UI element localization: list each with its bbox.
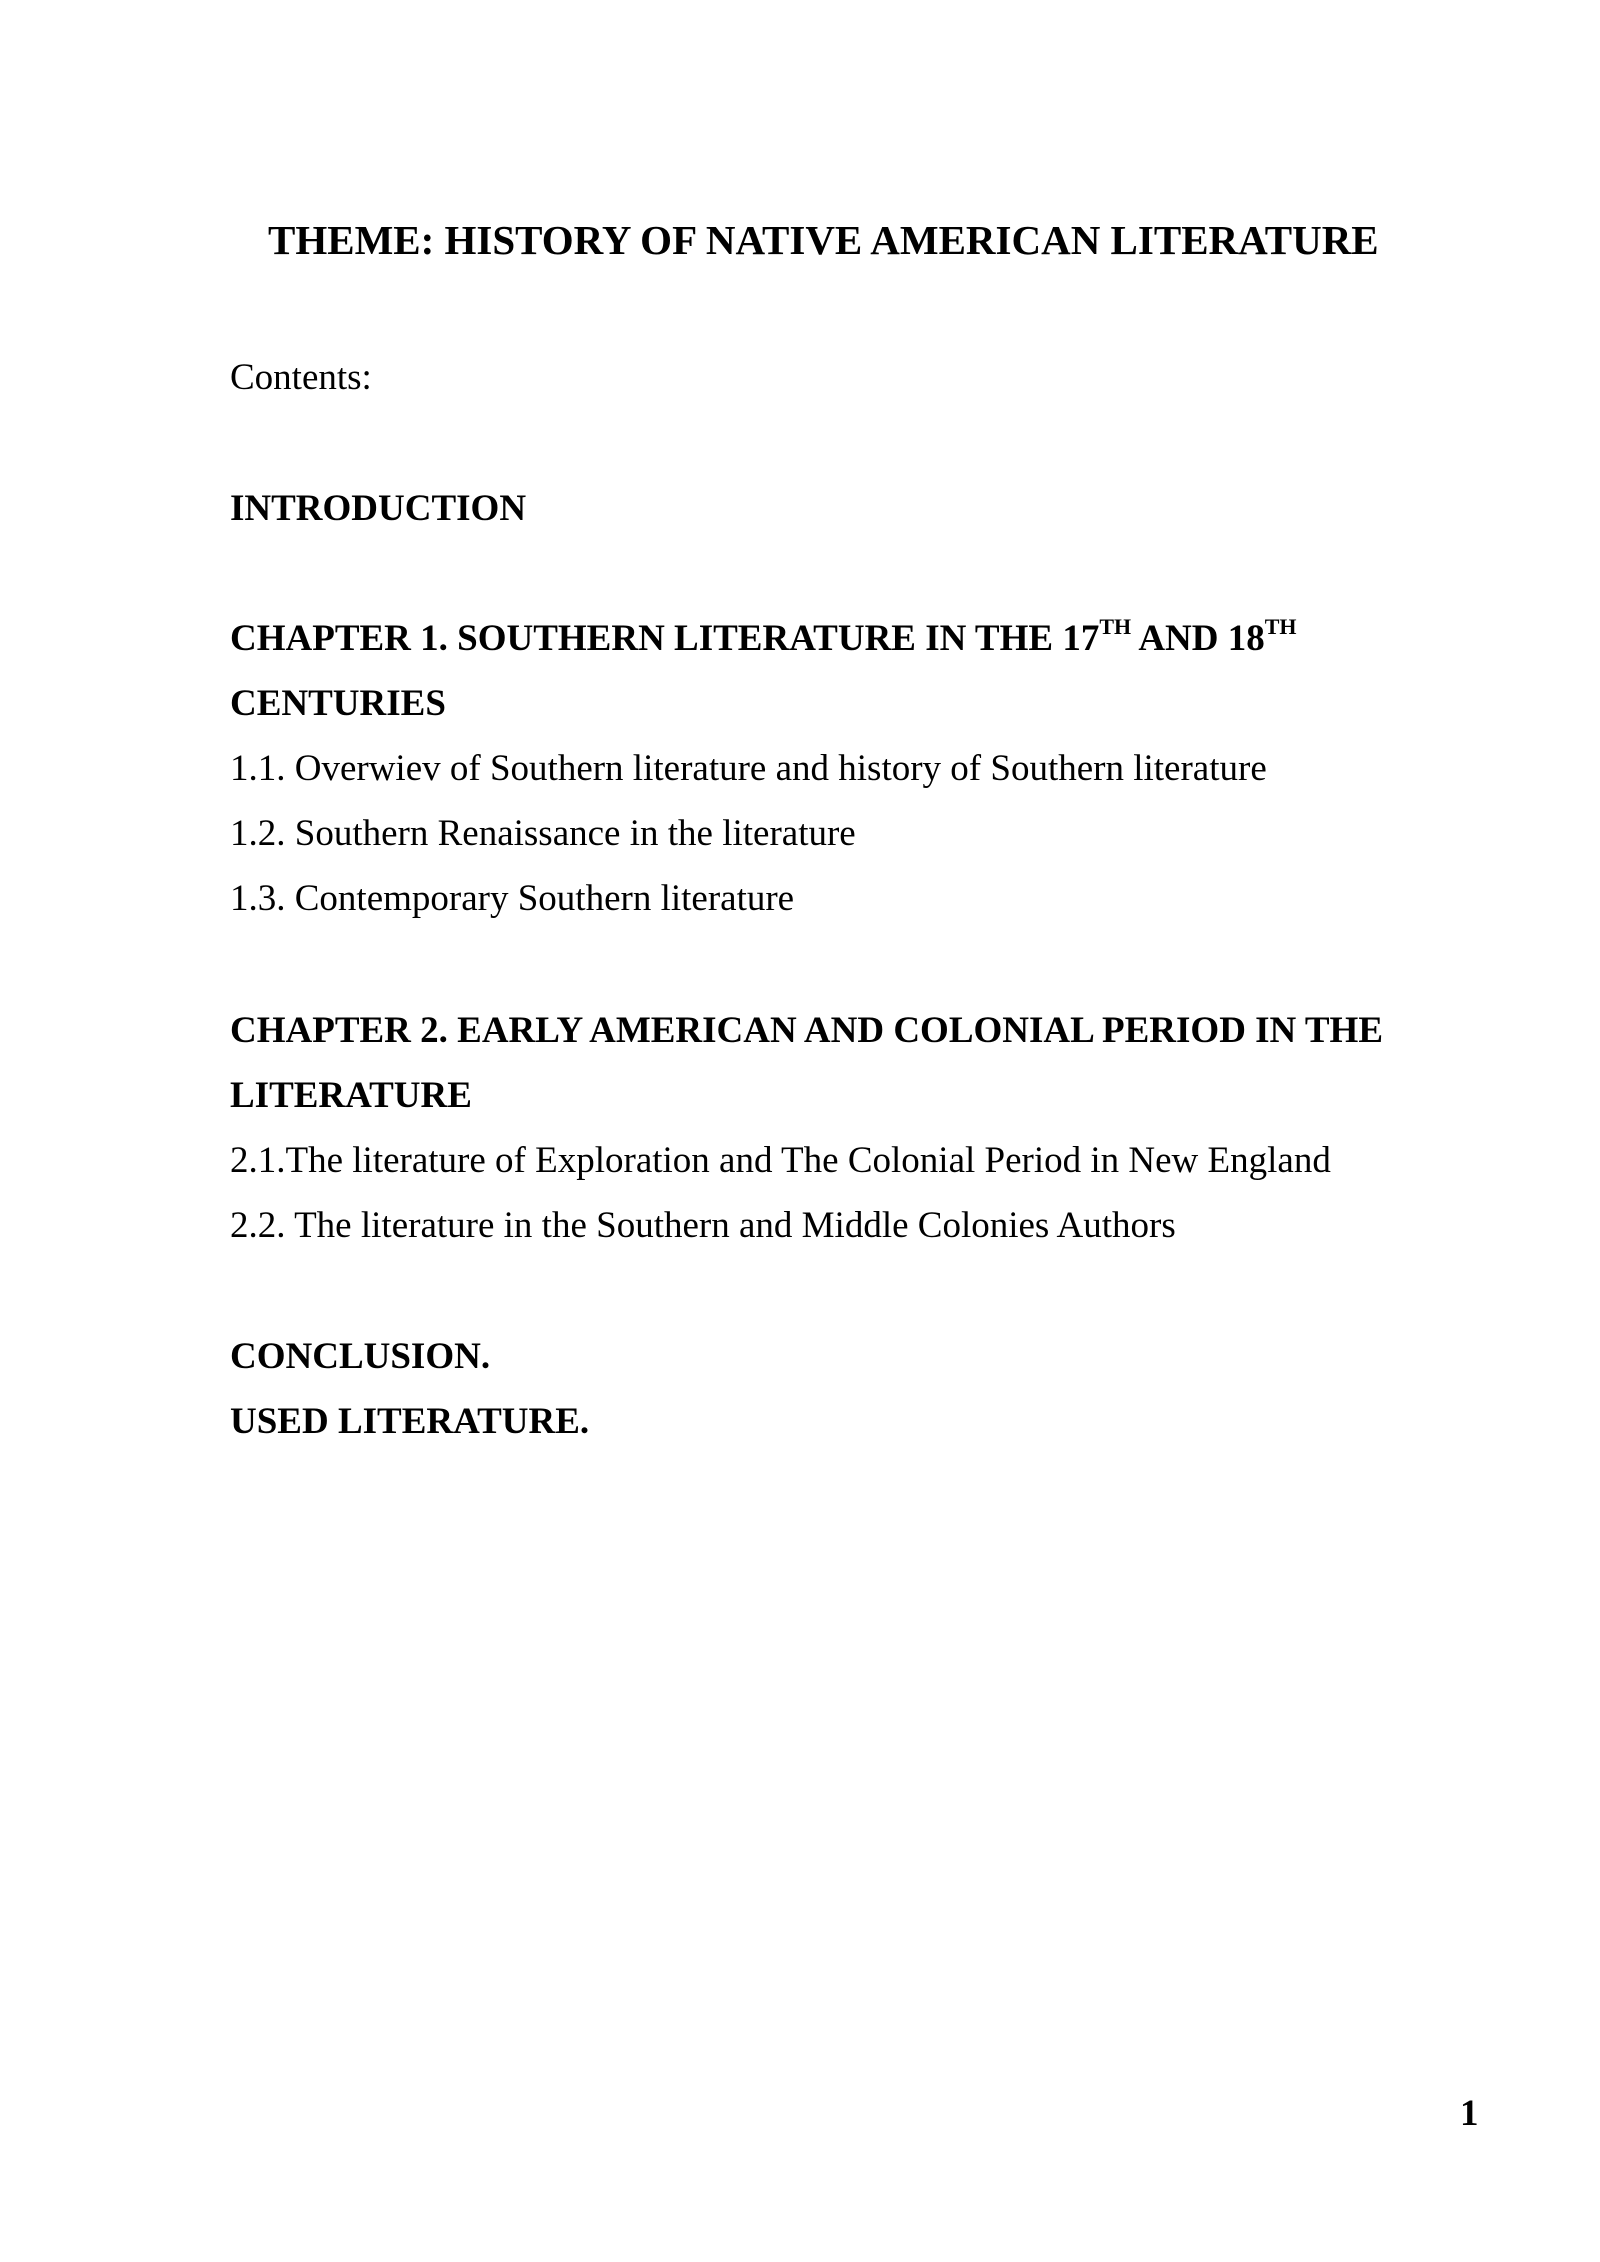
- toc-section-1-3: 1.3. Contemporary Southern literature: [230, 878, 795, 919]
- toc-introduction: INTRODUCTION: [230, 488, 527, 529]
- toc-section-2-1: 2.1.The literature of Exploration and The Colonial Period in New England: [230, 1140, 1331, 1181]
- page-number: 1: [1460, 2093, 1479, 2134]
- chapter1-heading-part1: CHAPTER 1. SOUTHERN LITERATURE IN THE 17: [230, 618, 1100, 659]
- toc-section-1-1: 1.1. Overwiev of Southern literature and history of Southern literature: [230, 748, 1267, 789]
- toc-conclusion: CONCLUSION.: [230, 1336, 491, 1377]
- document-title: THEME: HISTORY OF NATIVE AMERICAN LITERATURE: [268, 217, 1379, 263]
- toc-used-literature: USED LITERATURE.: [230, 1401, 590, 1442]
- chapter1-superscript-1: TH: [1099, 614, 1132, 639]
- toc-chapter2-heading-line2: LITERATURE: [230, 1075, 472, 1116]
- chapter1-superscript-2: TH: [1264, 614, 1297, 639]
- toc-chapter1-heading-line2: CENTURIES: [230, 683, 446, 724]
- toc-chapter2-heading: CHAPTER 2. EARLY AMERICAN AND COLONIAL PERIOD IN THE: [230, 1010, 1383, 1051]
- toc-section-1-2: 1.2. Southern Renaissance in the literature: [230, 813, 856, 854]
- contents-label: Contents:: [230, 357, 372, 398]
- toc-section-2-2: 2.2. The literature in the Southern and Middle Colonies Authors: [230, 1205, 1176, 1246]
- chapter1-heading-part2: AND 18: [1131, 618, 1265, 659]
- toc-chapter1-heading: [230, 615, 1297, 663]
